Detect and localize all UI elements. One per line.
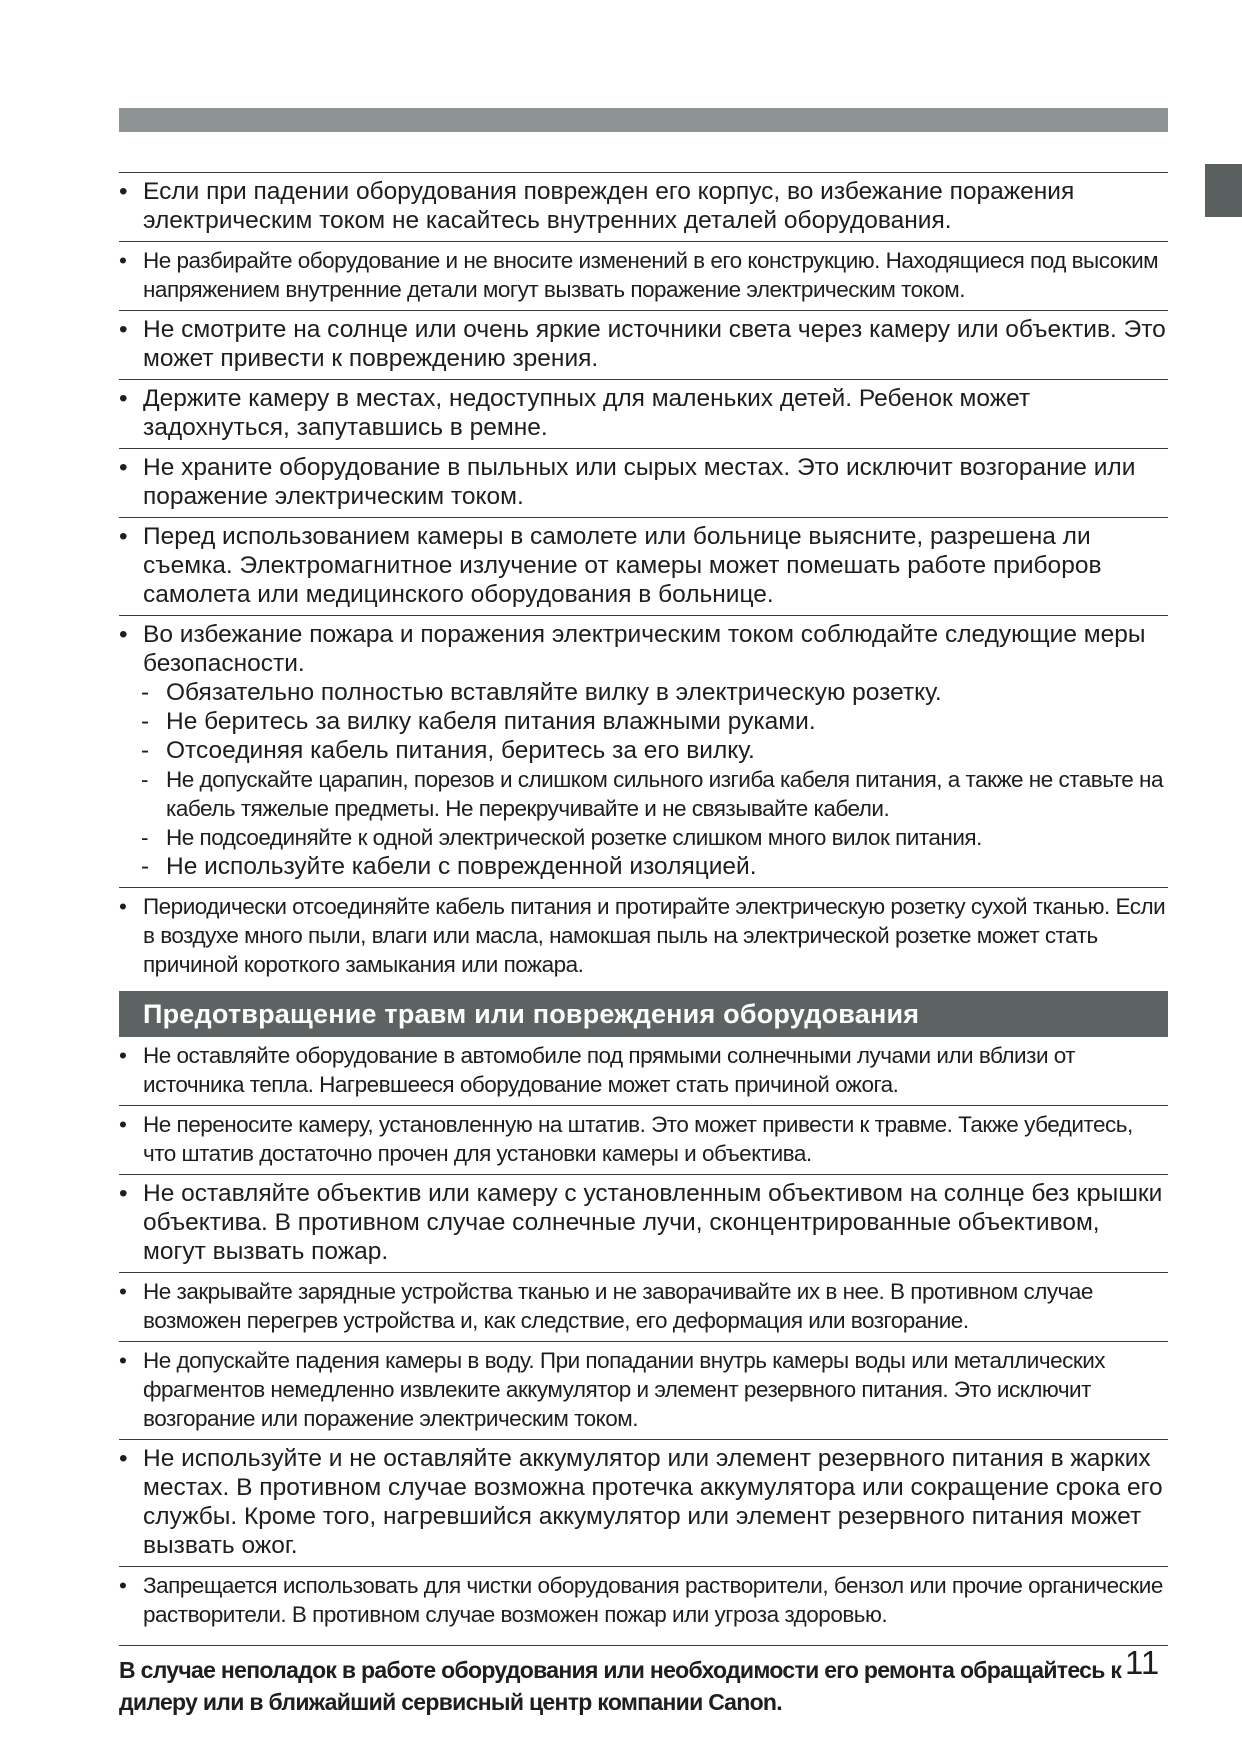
bullet-icon: • <box>119 178 128 205</box>
list-item <box>119 310 1168 379</box>
item-text: Перед использованием камеры в самолете или больнице выясните, разрешена ли съемка. Электромагнитное излучение от камеры может помешать работе приборов самолета или медицинского оборудования в больнице. <box>143 523 1102 608</box>
bullet-icon: • <box>119 1445 128 1472</box>
item-text: Держите камеру в местах, недоступных для маленьких детей. Ребенок может задохнуться, запутавшись в ремне. <box>143 385 1031 441</box>
bullet-icon: • <box>119 1573 127 1598</box>
dash-icon: - <box>141 708 150 735</box>
sub-item: - Не используйте кабели с поврежденной изоляцией. <box>141 853 757 880</box>
chapter-side-tab <box>1205 164 1242 217</box>
list-item <box>119 379 1168 448</box>
bullet-icon: • <box>119 316 128 343</box>
bullet-icon: • <box>119 523 128 550</box>
list-item <box>119 172 1168 241</box>
bullet-icon: • <box>119 1043 127 1068</box>
item-text: Не закрывайте зарядные устройства тканью и не заворачивайте их в нее. В противном случае возможен перегрев устройства и, как следствие, его деформация или возгорание. <box>143 1279 1093 1333</box>
item-text: Во избежание пожара и поражения электрическим током соблюдайте следующие меры безопасности. <box>143 621 1146 677</box>
list-item <box>119 1341 1168 1439</box>
bullet-icon: • <box>119 1348 127 1373</box>
service-note: В случае неполадок в работе оборудования или необходимости его ремонта обращайтесь к дилеру или в ближайший сервисный центр компании Canon. <box>119 1645 1168 1718</box>
list-item <box>119 448 1168 517</box>
item-text: Не смотрите на солнце или очень яркие источники света через камеру или объектив. Это может привести к повреждению зрения. <box>143 316 1166 372</box>
sub-item: - Не допускайте царапин, порезов и слишком сильного изгиба кабеля питания, а также не ставьте на кабель тяжелые предметы. Не перекручивайте и не связывайте кабели. <box>141 767 1163 821</box>
item-text: Если при падении оборудования поврежден его корпус, во избежание поражения электрическим током не касайтесь внутренних деталей оборудования. <box>143 178 1075 234</box>
item-text: Не разбирайте оборудование и не вносите изменений в его конструкцию. Находящиеся под высоким напряжением внутренние детали могут вызвать поражение электрическим током. <box>143 248 1159 302</box>
list-item <box>119 241 1168 310</box>
sub-item: - Отсоединяя кабель питания, беритесь за его вилку. <box>141 737 755 764</box>
item-text: Запрещается использовать для чистки оборудования растворители, бензол или прочие органические растворители. В противном случае возможен пожар или угроза здоровью. <box>143 1573 1163 1627</box>
list-item <box>119 887 1168 985</box>
list-item <box>119 1439 1168 1566</box>
list-item <box>119 1272 1168 1341</box>
page-number: 11 <box>1125 1644 1160 1681</box>
item-text: Не переносите камеру, установленную на штатив. Это может привести к травме. Также убедитесь, что штатив достаточно прочен для установки камеры и объектива. <box>143 1112 1133 1166</box>
bullet-icon: • <box>119 894 127 919</box>
sub-item: - Не подсоединяйте к одной электрической розетке слишком много вилок питания. <box>141 825 982 850</box>
bullet-icon: • <box>119 454 128 481</box>
section-heading: Предотвращение травм или повреждения оборудования <box>119 991 1168 1037</box>
list-item <box>119 1566 1168 1635</box>
bullet-icon: • <box>119 1180 128 1207</box>
list-item <box>119 1037 1168 1105</box>
dash-icon: - <box>141 853 150 880</box>
item-text: Не оставляйте оборудование в автомобиле под прямыми солнечными лучами или вблизи от источника тепла. Нагревшееся оборудование может стать причиной ожога. <box>143 1043 1076 1097</box>
bullet-icon: • <box>119 385 128 412</box>
safety-content <box>119 172 1168 1718</box>
bullet-icon: • <box>119 621 128 648</box>
top-decorative-bar <box>119 108 1168 132</box>
bullet-icon: • <box>119 248 127 273</box>
bullet-icon: • <box>119 1279 127 1304</box>
sub-item: - Не беритесь за вилку кабеля питания влажными руками. <box>141 708 816 735</box>
dash-icon: - <box>141 737 150 764</box>
list-item <box>119 1105 1168 1174</box>
item-text: Периодически отсоединяйте кабель питания и протирайте электрическую розетку сухой тканью. Если в воздухе много пыли, влаги или масла, намокшая пыль на электрической розетке может стать причиной короткого замыкания или пожара. <box>143 894 1166 977</box>
dash-icon: - <box>141 825 148 850</box>
item-text: Не допускайте падения камеры в воду. При попадании внутрь камеры воды или металлических фрагментов немедленно извлеките аккумулятор и элемент резервного питания. Это исключит возгорание или поражение электрическим током. <box>143 1348 1106 1431</box>
item-text: Не используйте и не оставляйте аккумулятор или элемент резервного питания в жарких местах. В противном случае возможна протечка аккумулятора или сокращение срока его службы. Кроме того, нагревшийся аккумулятор или элемент резервного питания может вызвать ожог. <box>143 1445 1163 1559</box>
item-text: Не храните оборудование в пыльных или сырых местах. Это исключит возгорание или поражение электрическим током. <box>143 454 1136 510</box>
bullet-icon: • <box>119 1112 127 1137</box>
list-item <box>119 1174 1168 1272</box>
sub-item: - Обязательно полностью вставляйте вилку в электрическую розетку. <box>141 679 942 706</box>
list-item <box>119 517 1168 615</box>
item-text: Не оставляйте объектив или камеру с установленным объективом на солнце без крышки объектива. В противном случае солнечные лучи, сконцентрированные объективом, могут вызвать пожар. <box>143 1180 1163 1265</box>
dash-icon: - <box>141 767 148 792</box>
dash-icon: - <box>141 679 150 706</box>
list-item <box>119 615 1168 887</box>
